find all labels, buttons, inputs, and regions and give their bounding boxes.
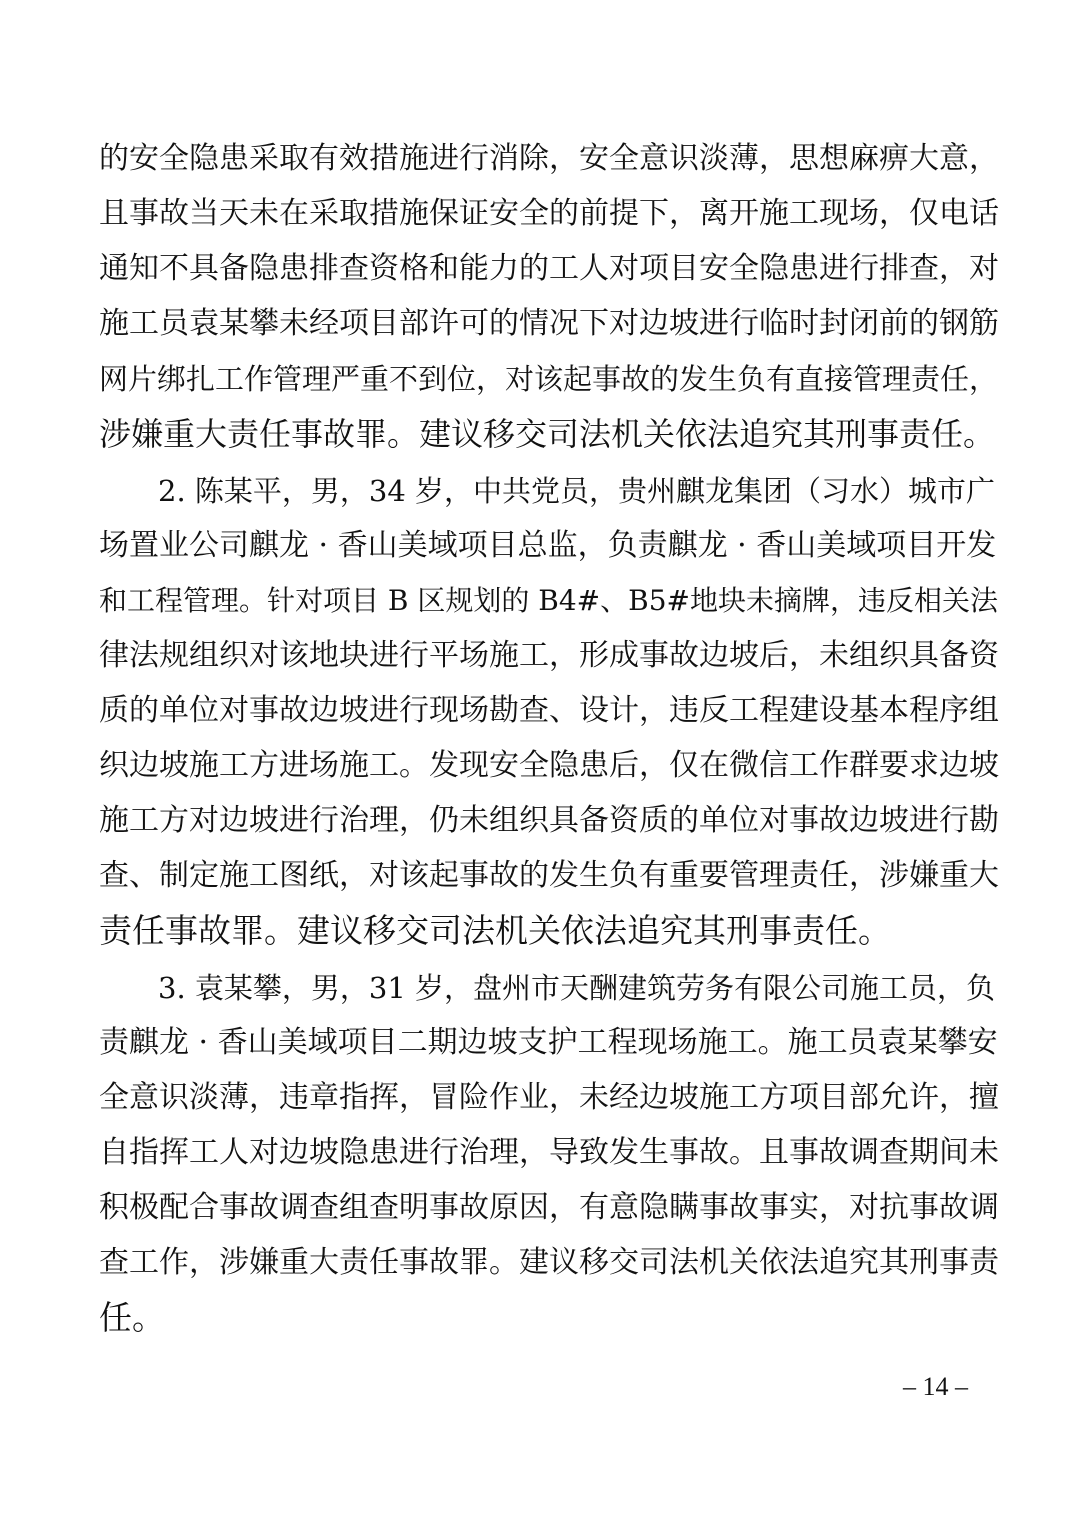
paragraph-3-line-1: 3. 袁某攀，男，31 岁，盘州市天酬建筑劳务有限公司施工员，负: [158, 971, 996, 1005]
paragraph-2-line-4: 律法规组织对该地块进行平场施工，形成事故边坡后，未组织具备资: [99, 638, 999, 673]
paragraph-3-line-7: 任。: [99, 1298, 165, 1337]
paragraph-3-line-4: 自指挥工人对边坡隐患进行治理，导致发生事故。且事故调查期间未: [99, 1135, 999, 1170]
body-line-2: 且事故当天未在采取措施保证安全的前提下，离开施工现场，仅电话: [99, 196, 999, 231]
body-line-1: 的安全隐患采取有效措施进行消除，安全意识淡薄，思想麻痹大意，: [99, 141, 999, 176]
paragraph-3-line-6: 查工作，涉嫌重大责任事故罪。建议移交司法机关依法追究其刑事责: [99, 1245, 999, 1280]
body-line-3: 通知不具备隐患排查资格和能力的工人对项目安全隐患进行排查，对: [99, 251, 999, 286]
paragraph-2-line-7: 施工方对边坡进行治理，仍未组织具备资质的单位对事故边坡进行勘: [99, 803, 999, 838]
paragraph-3-line-5: 积极配合事故调查组查明事故原因，有意隐瞒事故事实，对抗事故调: [99, 1190, 999, 1225]
body-line-4: 施工员袁某攀未经项目部许可的情况下对边坡进行临时封闭前的钢筋: [99, 306, 999, 341]
paragraph-2-line-9: 责任事故罪。建议移交司法机关依法追究其刑事责任。: [99, 911, 891, 950]
body-line-5: 网片绑扎工作管理严重不到位，对该起事故的发生负有直接管理责任，: [99, 362, 999, 396]
paragraph-2-line-8: 查、制定施工图纸，对该起事故的发生负有重要管理责任，涉嫌重大: [99, 858, 999, 893]
page-number: – 14 –: [903, 1372, 968, 1401]
paragraph-3-line-2: 责麒龙 · 香山美域项目二期边坡支护工程现场施工。施工员袁某攀安: [99, 1025, 998, 1060]
paragraph-2-line-2: 场置业公司麒龙 · 香山美域项目总监，负责麒龙 · 香山美域项目开发: [99, 528, 997, 563]
body-line-6: 涉嫌重大责任事故罪。建议移交司法机关依法追究其刑事责任。: [99, 415, 996, 453]
paragraph-2-line-5: 质的单位对事故边坡进行现场勘查、设计，违反工程建设基本程序组: [99, 693, 999, 728]
paragraph-2-line-6: 织边坡施工方进场施工。发现安全隐患后，仅在微信工作群要求边坡: [99, 748, 999, 783]
paragraph-2-line-1: 2. 陈某平，男，34 岁，中共党员，贵州麒龙集团（习水）城市广: [158, 474, 996, 508]
paragraph-3-line-3: 全意识淡薄，违章指挥，冒险作业，未经边坡施工方项目部允许，擅: [99, 1080, 999, 1115]
paragraph-2-line-3: 和工程管理。针对项目 B 区规划的 B4#、B5#地块未摘牌，违反相关法: [99, 584, 998, 617]
